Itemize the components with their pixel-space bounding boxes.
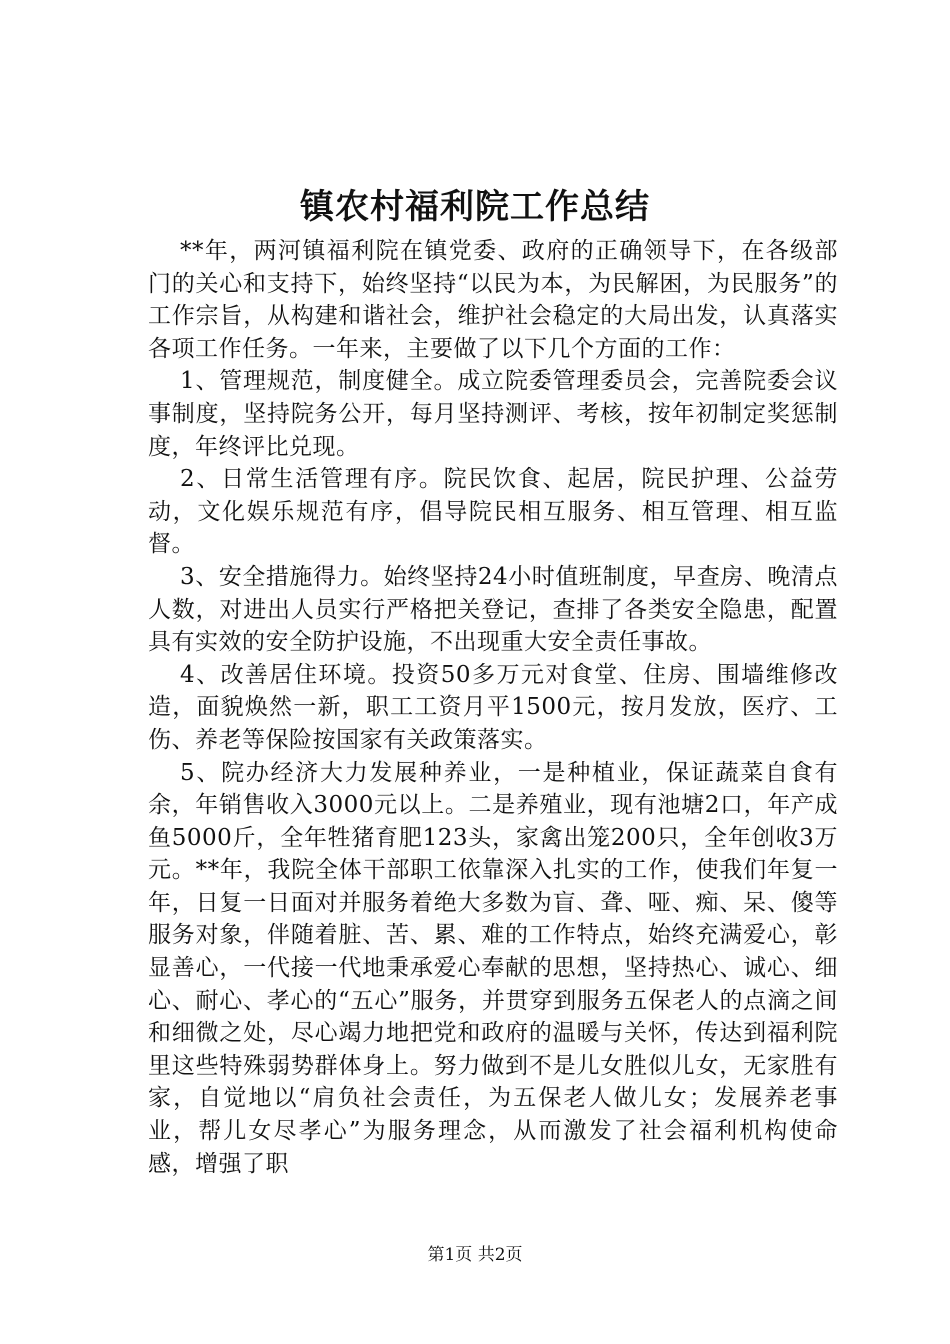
paragraph-intro: **年，两河镇福利院在镇党委、政府的正确领导下，在各级部门的关心和支持下，始终坚持“以民为本，为民解困，为民服务”的工作宗旨，从构建和谐社会，维护社会稳定的大局出发，认真落实各项工作任务。一年来，主要做了以下几个方面的工作： xyxy=(148,238,838,362)
paragraph-item-5: 5、院办经济大力发展种养业，一是种植业，保证蔬菜自食有余，年销售收入3000元以上。二是养殖业，现有池塘2口，年产成鱼5000斤，全年牲猪育肥123头，家禽出笼200只，全年创收3万元。**年，我院全体干部职工依靠深入扎实的工作，使我们年复一年，日复一日面对并服务着绝大多数为盲、聋、哑、痴、呆、傻等服务对象，伴随着脏、苦、累、难的工作特点，始终充满爱心，彰显善心，一代接一代地秉承爱心奉献的思想，坚持热心、诚心、细心、耐心、孝心的“五心”服务，并贯穿到服务五保老人的点滴之间和细微之处，尽心竭力地把党和政府的温暖与关怀，传达到福利院里这些特殊弱势群体身上。努力做到不是儿女胜似儿女，无家胜有家，自觉地以“肩负社会责任，为五保老人做儿女；发展养老事业，帮儿女尽孝心”为服务理念，从而激发了社会福利机构使命感，增强了职 xyxy=(148,759,838,1177)
document-title: 镇农村福利院工作总结 xyxy=(300,187,650,227)
paragraph-item-1: 1、管理规范，制度健全。成立院委管理委员会，完善院委会议事制度，坚持院务公开，每月坚持测评、考核，按年初制定奖惩制度，年终评比兑现。 xyxy=(148,368,838,460)
page-footer: 第1页 共2页 xyxy=(427,1245,523,1265)
document-body xyxy=(148,235,838,1180)
paragraph-item-3: 3、安全措施得力。始终坚持24小时值班制度，早查房、晚清点人数，对进出人员实行严格把关登记，查排了各类安全隐患，配置具有实效的安全防护设施，不出现重大安全责任事故。 xyxy=(148,563,838,656)
paragraph-item-2: 2、日常生活管理有序。院民饮食、起居，院民护理、公益劳动，文化娱乐规范有序，倡导院民相互服务、相互管理、相互监督。 xyxy=(148,466,838,558)
paragraph-item-4: 4、改善居住环境。投资50多万元对食堂、住房、围墙维修改造，面貌焕然一新，职工工资月平1500元，按月发放，医疗、工伤、养老等保险按国家有关政策落实。 xyxy=(148,661,838,753)
